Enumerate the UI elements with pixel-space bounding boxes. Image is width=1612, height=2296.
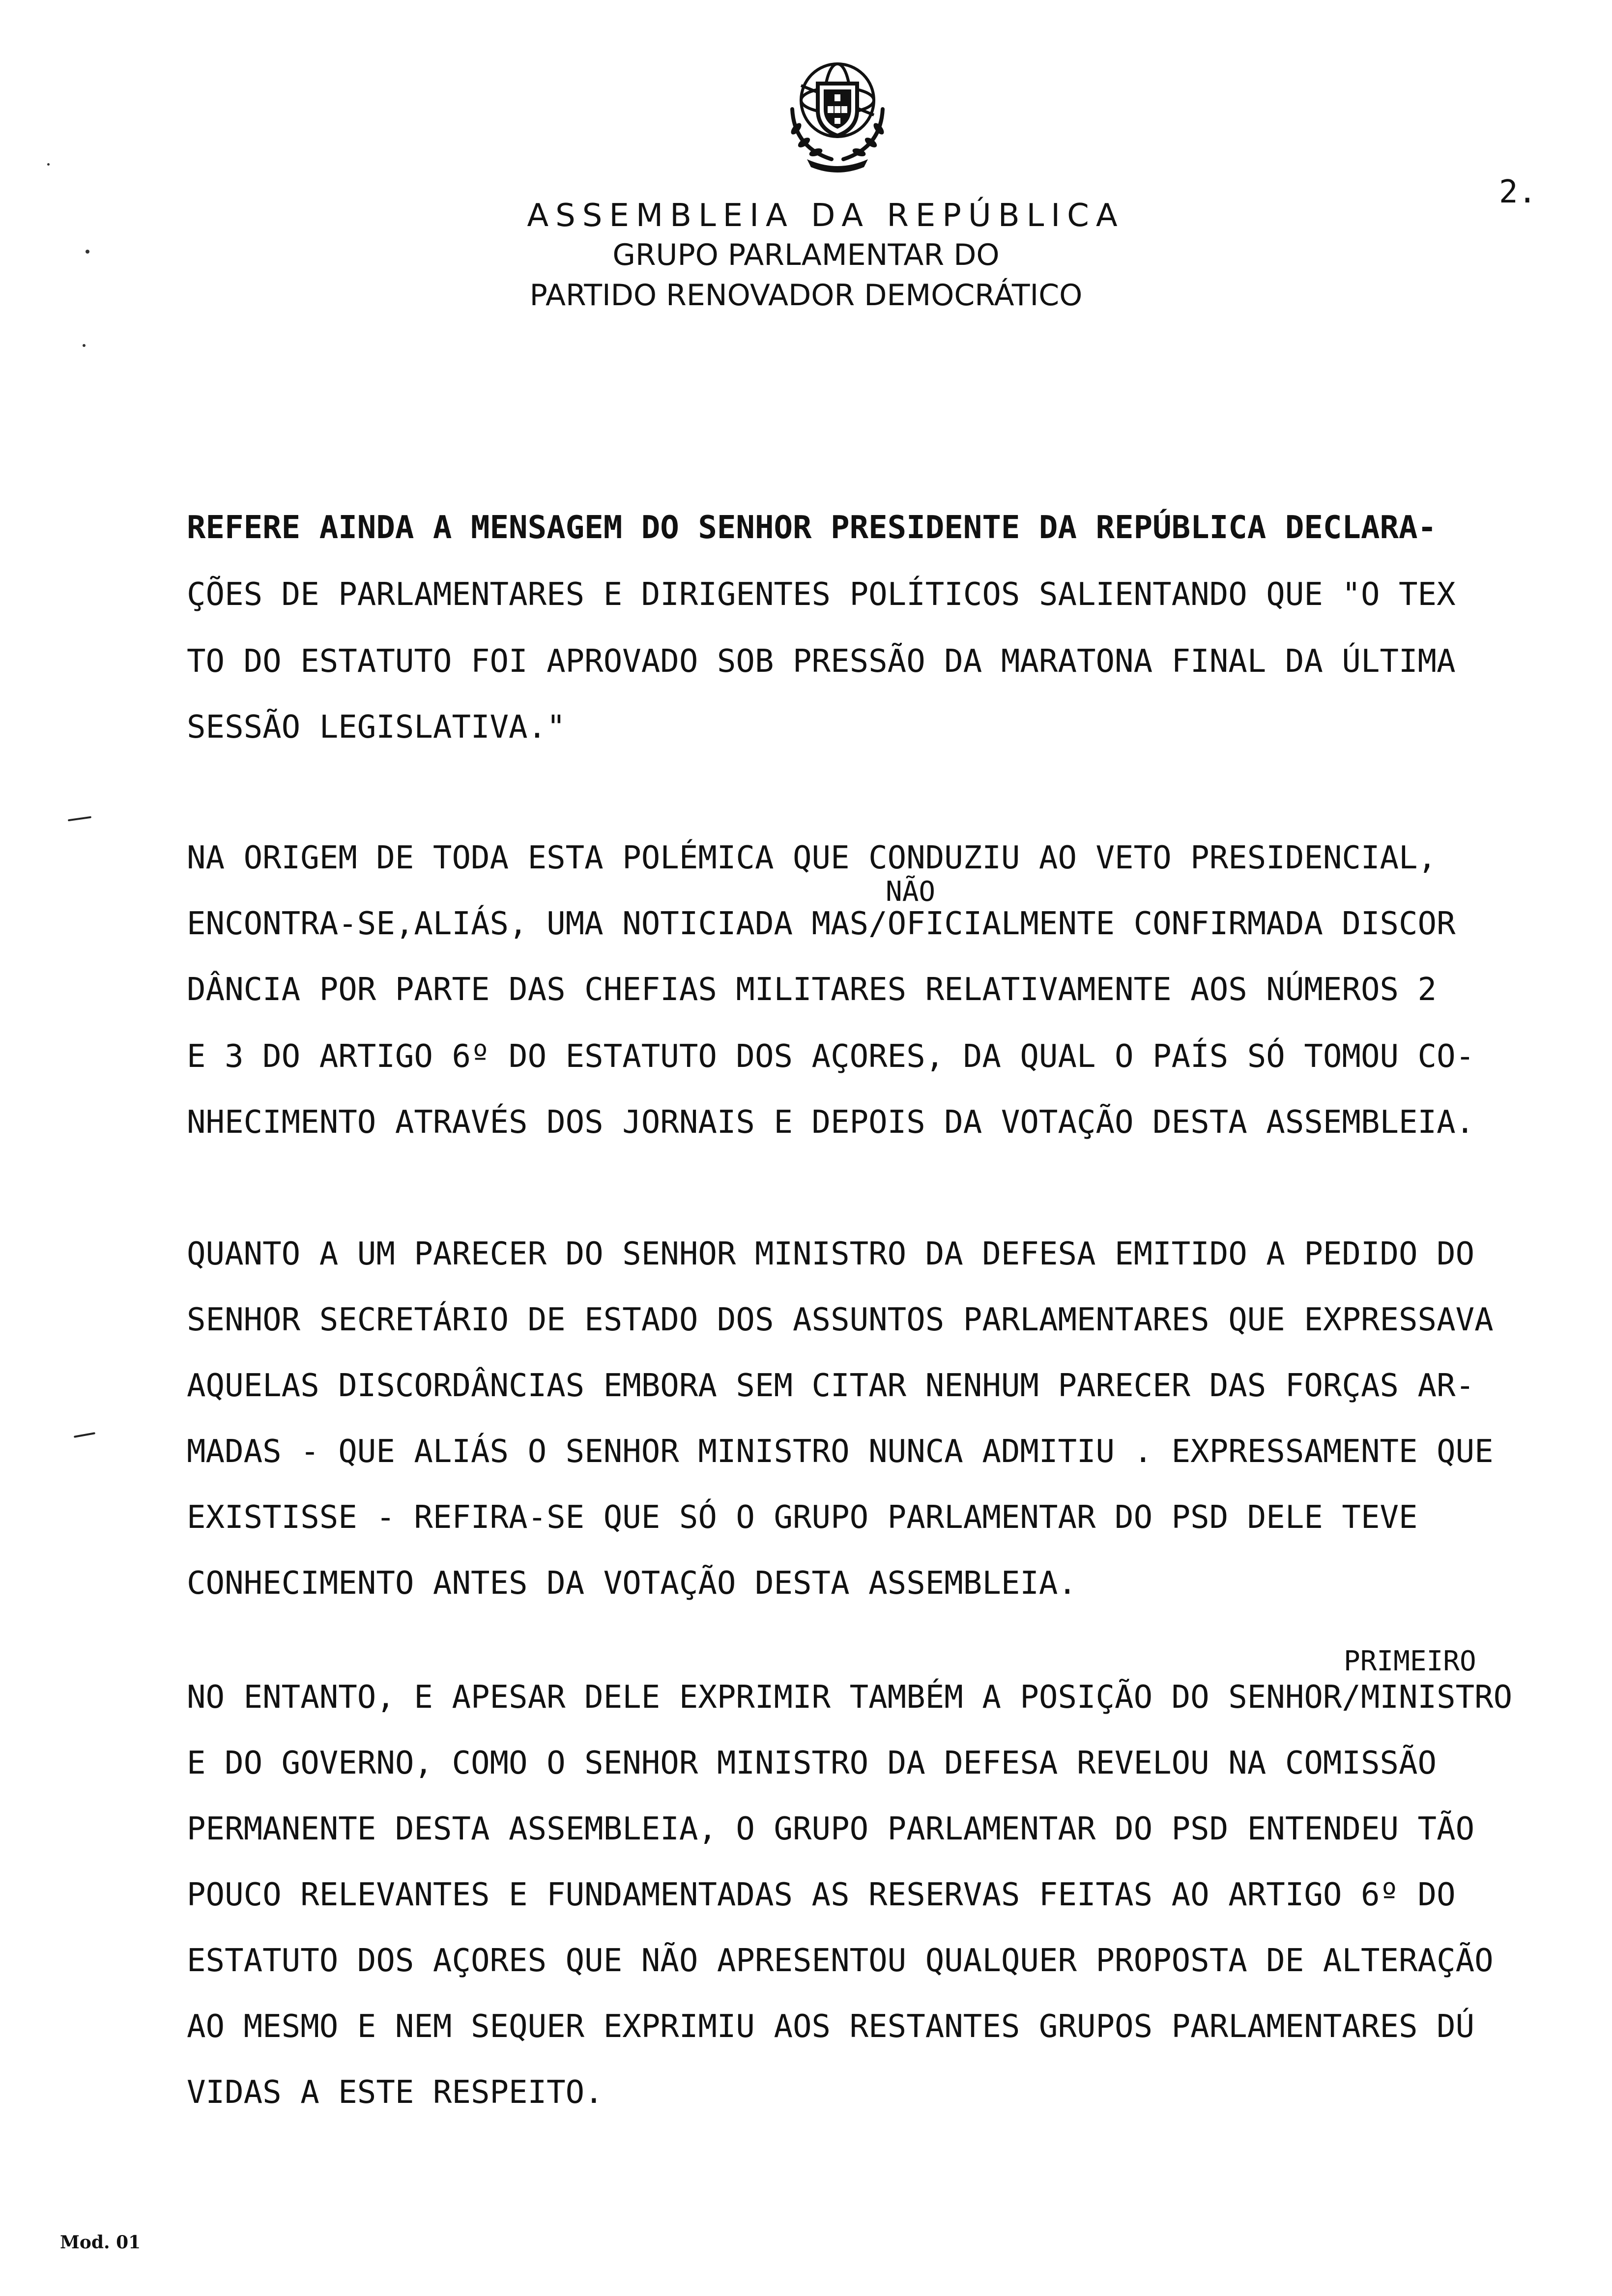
coat-of-arms-icon	[773, 55, 902, 173]
margin-dot	[86, 250, 89, 254]
margin-dash	[74, 1432, 95, 1438]
handwritten-insertion: NÃO	[886, 876, 936, 908]
text-line: E DO GOVERNO, COMO O SENHOR MINISTRO DA DEFESA REVELOU NA COMISSÃO	[187, 1745, 1437, 1781]
text-line: NHECIMENTO ATRAVÉS DOS JORNAIS E DEPOIS DA VOTAÇÃO DESTA ASSEMBLEIA.	[187, 1104, 1475, 1141]
margin-dot	[47, 163, 50, 166]
text-line: VIDAS A ESTE RESPEITO.	[187, 2074, 604, 2111]
text-line: ÇÕES DE PARLAMENTARES E DIRIGENTES POLÍTICOS SALIENTANDO QUE "O TEX	[187, 576, 1456, 613]
text-line: POUCO RELEVANTES E FUNDAMENTADAS AS RESERVAS FEITAS AO ARTIGO 6º DO	[187, 1877, 1456, 1913]
text-line: EXISTISSE - REFIRA-SE QUE SÓ O GRUPO PARLAMENTAR DO PSD DELE TEVE	[187, 1499, 1418, 1536]
text-line: DÂNCIA POR PARTE DAS CHEFIAS MILITARES RELATIVAMENTE AOS NÚMEROS 2	[187, 972, 1437, 1008]
text-line: SENHOR SECRETÁRIO DE ESTADO DOS ASSUNTOS PARLAMENTARES QUE EXPRESSAVA	[187, 1302, 1494, 1338]
margin-dash	[68, 816, 91, 822]
text-line: NA ORIGEM DE TODA ESTA POLÉMICA QUE CONDUZIU AO VETO PRESIDENCIAL,	[187, 840, 1437, 876]
text-line: AO MESMO E NEM SEQUER EXPRIMIU AOS RESTANTES GRUPOS PARLAMENTARES DÚ	[187, 2009, 1475, 2045]
text-line: PERMANENTE DESTA ASSEMBLEIA, O GRUPO PARLAMENTAR DO PSD ENTENDEU TÃO	[187, 1811, 1475, 1847]
party-name: PARTIDO RENOVADOR DEMOCRÁTICO	[529, 278, 1083, 313]
text-line: CONHECIMENTO ANTES DA VOTAÇÃO DESTA ASSEMBLEIA.	[187, 1565, 1077, 1602]
text-line: E 3 DO ARTIGO 6º DO ESTATUTO DOS AÇORES, DA QUAL O PAÍS SÓ TOMOU CO-	[187, 1038, 1475, 1075]
institution-name: ASSEMBLEIA DA REPÚBLICA	[527, 198, 1124, 234]
text-line: NO ENTANTO, E APESAR DELE EXPRIMIR TAMBÉM A POSIÇÃO DO SENHOR/MINISTRO	[187, 1679, 1513, 1716]
handwritten-insertion: PRIMEIRO	[1344, 1645, 1476, 1677]
page-number: 2.	[1499, 174, 1537, 210]
text-line: ENCONTRA-SE,ALIÁS, UMA NOTICIADA MAS/OFICIALMENTE CONFIRMADA DISCOR	[187, 906, 1456, 942]
margin-dot	[83, 344, 86, 347]
form-code: Mod. 01	[60, 2232, 141, 2253]
text-line: SESSÃO LEGISLATIVA."	[187, 709, 566, 746]
text-line: TO DO ESTATUTO FOI APROVADO SOB PRESSÃO DA MARATONA FINAL DA ÚLTIMA	[187, 643, 1456, 680]
group-name: GRUPO PARLAMENTAR DO	[612, 238, 1000, 272]
text-line: REFERE AINDA A MENSAGEM DO SENHOR PRESIDENTE DA REPÚBLICA DECLARA-	[187, 510, 1437, 546]
text-line: MADAS - QUE ALIÁS O SENHOR MINISTRO NUNCA ADMITIU . EXPRESSAMENTE QUE	[187, 1434, 1494, 1470]
text-line: ESTATUTO DOS AÇORES QUE NÃO APRESENTOU QUALQUER PROPOSTA DE ALTERAÇÃO	[187, 1943, 1494, 1979]
text-line: AQUELAS DISCORDÂNCIAS EMBORA SEM CITAR NENHUM PARECER DAS FORÇAS AR-	[187, 1368, 1475, 1404]
text-line: QUANTO A UM PARECER DO SENHOR MINISTRO DA DEFESA EMITIDO A PEDIDO DO	[187, 1236, 1475, 1272]
